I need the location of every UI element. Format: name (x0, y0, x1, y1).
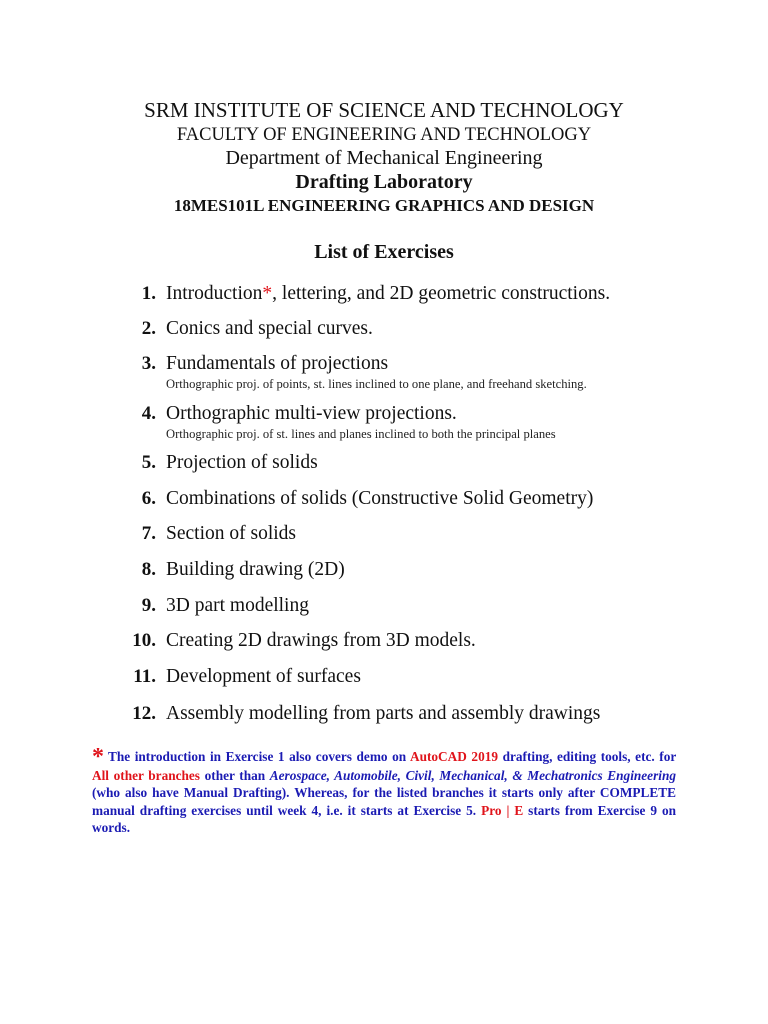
autocad-highlight: AutoCAD 2019 (409, 749, 499, 764)
exercise-number: 8. (141, 559, 156, 580)
footnote (92, 744, 677, 837)
exercise-text: Building drawing (2D) (166, 559, 345, 580)
exercise-text: 3D part modelling (166, 595, 309, 616)
branches-list: Aerospace, Automobile, Civil, Mechanical, & Mechatronics Engineering (269, 767, 676, 783)
exercise-text (166, 284, 610, 304)
exercise-text: Creating 2D drawings from 3D models. (166, 630, 476, 651)
footnote-text: other than (204, 767, 266, 783)
exercise-number: 3. (141, 353, 156, 374)
exercise-text: Projection of solids (166, 452, 318, 473)
footnote-text: drafting, editing tools, etc. for (502, 749, 677, 764)
footnote-text: starts from Exercise 9 on words. (92, 802, 676, 836)
all-other-branches-highlight: All other branches (92, 767, 200, 783)
exercise-number: 4. (141, 403, 156, 424)
exercise-text-part: Introduction (166, 283, 263, 304)
exercise-number: 7. (141, 523, 156, 544)
exercise-number: 6. (141, 488, 156, 509)
faculty-title: FACULTY OF ENGINEERING AND TECHNOLOGY (176, 125, 592, 145)
institute-title: SRM INSTITUTE OF SCIENCE AND TECHNOLOGY (144, 98, 624, 122)
exercise-text: Section of solids (166, 523, 296, 544)
exercise-text-part: , lettering, and 2D geometric constructions. (272, 283, 611, 304)
exercise-number: 11. (133, 666, 156, 687)
exercise-number: 5. (141, 452, 156, 473)
exercise-number: 9. (141, 595, 156, 616)
exercise-text: Conics and special curves. (166, 318, 373, 339)
footnote-text: (who also have Manual Drafting). Whereas, for the listed branches it starts only after COMPLETE manual drafting exercises until week 4, i.e. it starts at Exercise 5. (92, 785, 676, 818)
exercise-text: Orthographic multi-view projections. (166, 403, 457, 424)
exercise-text: Combinations of solids (Constructive Solid Geometry) (166, 488, 594, 509)
course-title: 18MES101L ENGINEERING GRAPHICS AND DESIGN (173, 196, 595, 215)
exercise-text: Development of surfaces (166, 666, 361, 687)
proe-highlight: Pro | E (481, 802, 524, 818)
exercise-number: 10. (132, 630, 156, 651)
exercise-text: Assembly modelling from parts and assembly drawings (166, 703, 601, 724)
department-title: Department of Mechanical Engineering (225, 147, 543, 169)
exercise-number: 2. (141, 318, 156, 339)
exercise-subtext: Orthographic proj. of points, st. lines inclined to one plane, and freehand sketching. (166, 377, 587, 391)
lab-title: Drafting Laboratory (295, 171, 473, 193)
footnote-text: The introduction in Exercise 1 also covers demo on (108, 749, 407, 764)
exercise-text: Fundamentals of projections (166, 353, 389, 374)
exercise-number: 12. (132, 703, 156, 724)
footnote-asterisk: * (92, 744, 104, 770)
list-title: List of Exercises (314, 241, 454, 263)
asterisk-marker: * (262, 283, 273, 304)
exercise-subtext: Orthographic proj. of st. lines and planes inclined to both the principal planes (166, 427, 556, 441)
exercise-number: 1. (141, 283, 156, 304)
